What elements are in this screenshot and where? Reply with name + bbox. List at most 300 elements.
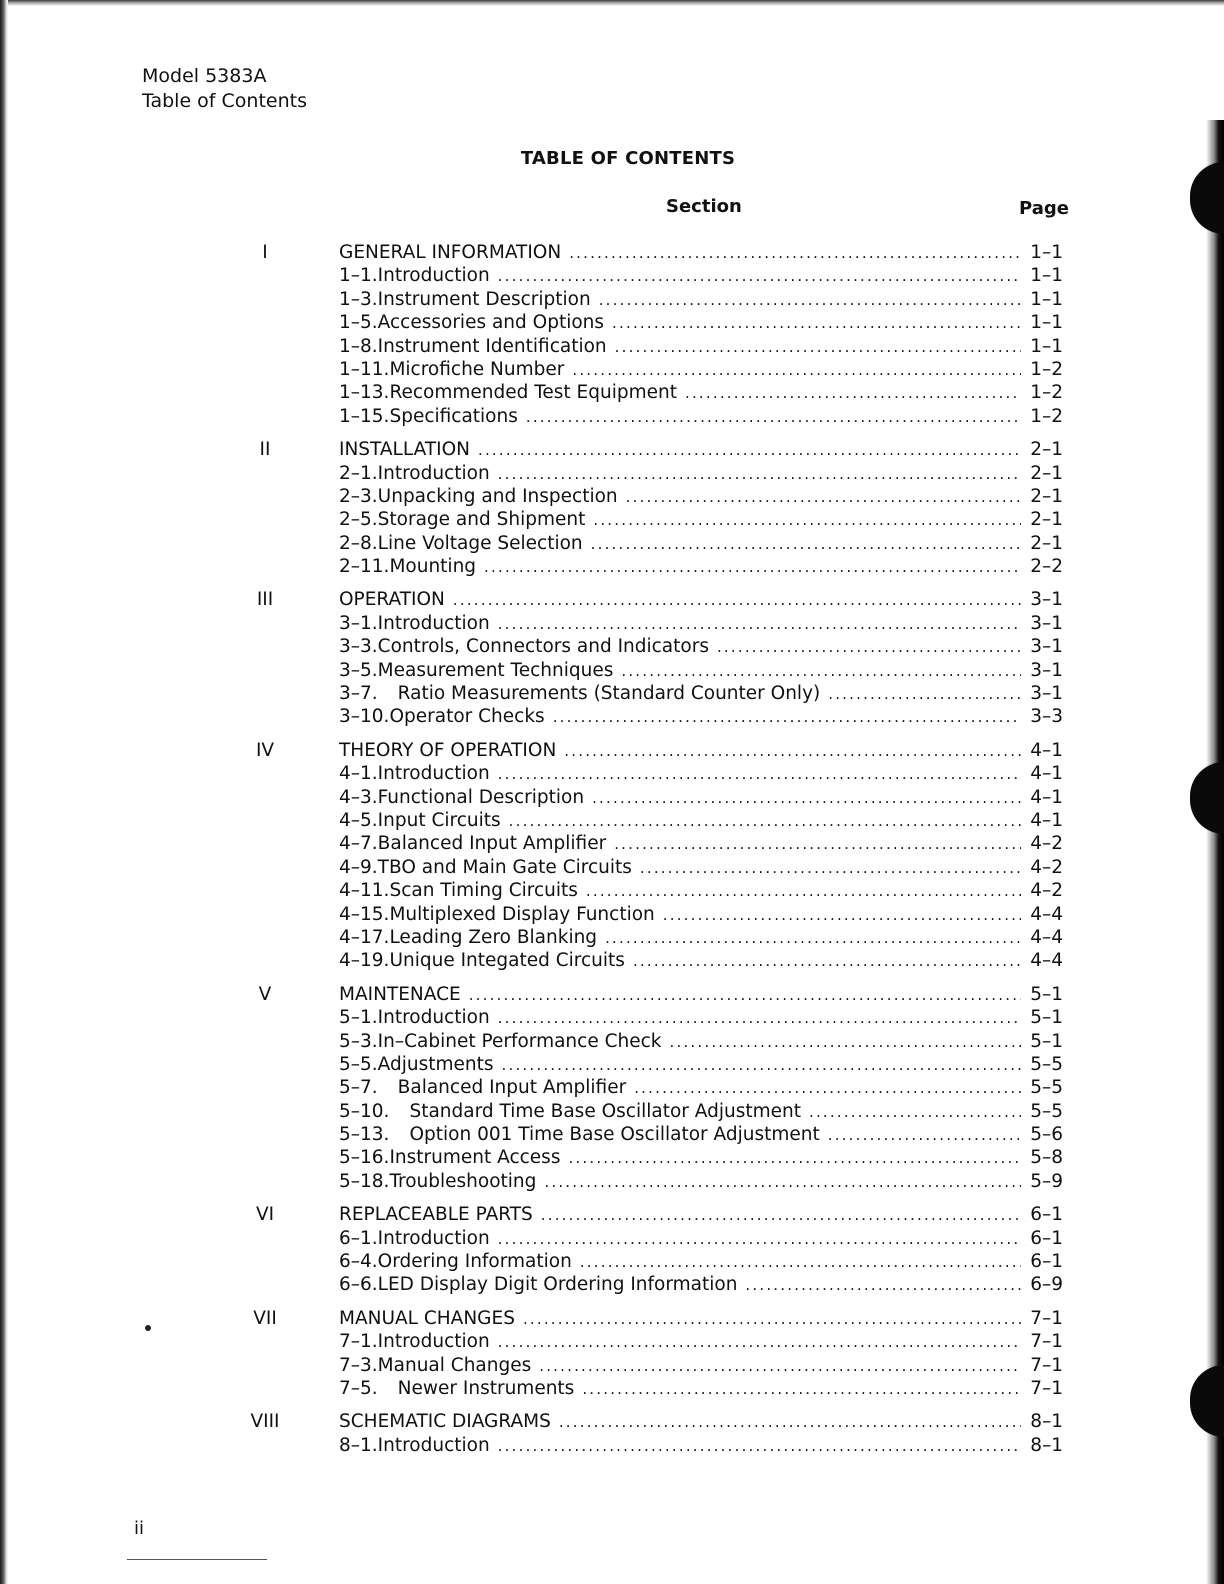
dot-leader (498, 1331, 1021, 1354)
entry-page: 5–9 (1030, 1170, 1063, 1192)
entry-title: Line Voltage Selection (377, 532, 583, 554)
entry-title: Ratio Measurements (Standard Counter Only) (397, 683, 821, 705)
toc-line (339, 485, 1063, 508)
entry-page: 3–1 (1030, 659, 1063, 681)
page-title: TABLE OF CONTENTS (520, 148, 736, 169)
dot-leader (593, 509, 1021, 532)
entry-page: 5–5 (1030, 1100, 1063, 1122)
entry-page: 4–2 (1030, 856, 1063, 878)
dot-leader (717, 636, 1021, 659)
toc-line (339, 241, 1063, 264)
toc-line (339, 879, 1063, 902)
entry-page: 5–6 (1030, 1124, 1063, 1146)
entry-number: 2–11. (339, 556, 390, 578)
dot-leader (453, 589, 1021, 612)
dot-leader (539, 1355, 1021, 1378)
dot-leader (591, 533, 1021, 556)
entry-page: 4–4 (1030, 926, 1063, 948)
section-numeral: III (256, 589, 274, 611)
toc-line (339, 1227, 1063, 1250)
toc-entry[interactable] (0, 1273, 1224, 1296)
toc-entry[interactable] (0, 288, 1224, 311)
toc-line (339, 438, 1063, 461)
dot-leader (592, 787, 1021, 810)
dot-leader (484, 556, 1021, 579)
entry-title: Mounting (389, 556, 477, 578)
entry-title: Balanced Input Amplifier (397, 1077, 627, 1099)
toc-entry[interactable] (0, 762, 1224, 785)
dot-leader (498, 763, 1021, 786)
dot-leader (541, 1204, 1021, 1227)
toc-entry[interactable] (0, 335, 1224, 358)
dot-leader (615, 336, 1021, 359)
toc-entry[interactable] (0, 1030, 1224, 1053)
toc-line (339, 705, 1063, 728)
entry-title: Scan Timing Circuits (389, 880, 578, 902)
dot-leader (828, 683, 1021, 706)
page-number: ii (134, 1518, 145, 1539)
entry-number: 4–17. (339, 926, 390, 948)
toc-entry[interactable] (0, 879, 1224, 902)
dot-leader (569, 242, 1021, 265)
dot-leader (523, 1308, 1021, 1331)
toc-line (339, 508, 1063, 531)
dot-leader (568, 1147, 1021, 1170)
entry-page: 4–2 (1030, 880, 1063, 902)
dot-leader (586, 880, 1021, 903)
toc-entry[interactable] (0, 311, 1224, 334)
section-title: GENERAL INFORMATION (339, 242, 562, 263)
dot-leader (498, 463, 1021, 486)
entry-page: 4–1 (1030, 763, 1063, 785)
dot-leader (614, 833, 1021, 856)
dot-leader (633, 950, 1021, 973)
section-page: 8–1 (1030, 1411, 1063, 1433)
entry-number: 1–13. (339, 382, 390, 404)
section-title: OPERATION (339, 589, 445, 611)
entry-page: 1–1 (1030, 335, 1063, 357)
toc-section-row[interactable] (0, 588, 1224, 611)
toc-line (339, 358, 1063, 381)
dot-leader (828, 1124, 1021, 1147)
entry-number: 6–6. (339, 1274, 378, 1296)
entry-page: 4–4 (1030, 950, 1063, 972)
toc-line (339, 1100, 1063, 1123)
toc-section-row[interactable] (0, 739, 1224, 762)
toc-section-row[interactable] (0, 438, 1224, 461)
toc-entry[interactable] (0, 1434, 1224, 1457)
entry-title: Specifications (389, 405, 518, 427)
entry-page: 3–3 (1030, 706, 1063, 728)
toc-line (339, 381, 1063, 404)
section-page: 2–1 (1030, 439, 1063, 461)
toc-entry[interactable] (0, 1377, 1224, 1400)
dot-leader (498, 265, 1021, 288)
entry-number: 5–10. (339, 1100, 390, 1122)
section-numeral: VII (253, 1307, 277, 1329)
toc-entry[interactable] (0, 1123, 1224, 1146)
toc-line (339, 1250, 1063, 1273)
toc-entry[interactable] (0, 555, 1224, 578)
dot-leader (809, 1101, 1021, 1124)
entry-title: Instrument Description (377, 288, 591, 310)
entry-page: 2–1 (1030, 462, 1063, 484)
dot-leader (612, 312, 1021, 335)
entry-number: 7–5. (339, 1377, 378, 1399)
toc-entry[interactable] (0, 462, 1224, 485)
dot-leader (685, 382, 1021, 405)
entry-page: 1–2 (1030, 358, 1063, 380)
entry-title: Storage and Shipment (377, 509, 586, 531)
toc-line (339, 983, 1063, 1006)
toc-line (339, 1377, 1063, 1400)
entry-title: Adjustments (377, 1053, 494, 1075)
toc-line (339, 288, 1063, 311)
entry-title: Accessories and Options (377, 312, 605, 334)
toc-line (339, 832, 1063, 855)
entry-number: 5–3. (339, 1030, 378, 1052)
toc-line (339, 264, 1063, 287)
toc-entry[interactable] (0, 1100, 1224, 1123)
entry-title: Recommended Test Equipment (389, 382, 677, 404)
entry-number: 2–8. (339, 532, 378, 554)
entry-number: 2–5. (339, 509, 378, 531)
entry-page: 4–2 (1030, 833, 1063, 855)
entry-number: 5–5. (339, 1053, 378, 1075)
entry-title: In–Cabinet Performance Check (377, 1030, 662, 1052)
entry-title: Introduction (377, 1007, 490, 1029)
entry-title: Functional Description (377, 786, 585, 808)
toc-line (339, 462, 1063, 485)
toc-line (339, 1146, 1063, 1169)
entry-title: Operator Checks (389, 706, 545, 728)
entry-page: 6–1 (1030, 1251, 1063, 1273)
entry-title: Newer Instruments (397, 1377, 575, 1399)
section-title: MAINTENACE (339, 983, 461, 1005)
toc-entry[interactable] (0, 532, 1224, 555)
entry-number: 4–9. (339, 856, 378, 878)
toc-list (0, 241, 1224, 1467)
toc-line (339, 311, 1063, 334)
model-label: Model 5383A (142, 65, 267, 87)
entry-page: 5–5 (1030, 1077, 1063, 1099)
running-header (142, 64, 307, 114)
toc-entry[interactable] (0, 786, 1224, 809)
entry-number: 1–8. (339, 335, 378, 357)
entry-number: 4–7. (339, 833, 378, 855)
entry-number: 4–1. (339, 763, 378, 785)
toc-line (339, 1410, 1063, 1433)
toc-entry[interactable] (0, 1076, 1224, 1099)
dot-leader (509, 810, 1021, 833)
toc-section (0, 739, 1224, 973)
section-page: 6–1 (1030, 1204, 1063, 1226)
entry-title: Ordering Information (377, 1251, 572, 1273)
toc-section (0, 1307, 1224, 1401)
toc-entry[interactable] (0, 682, 1224, 705)
entry-number: 3–7. (339, 683, 378, 705)
toc-line (339, 532, 1063, 555)
toc-line (339, 1354, 1063, 1377)
section-page: 3–1 (1030, 589, 1063, 611)
dot-leader (670, 1031, 1021, 1054)
toc-section-row[interactable] (0, 1307, 1224, 1330)
dot-leader (498, 613, 1021, 636)
toc-entry[interactable] (0, 659, 1224, 682)
entry-page: 1–1 (1030, 265, 1063, 287)
entry-title: Introduction (377, 1227, 490, 1249)
section-title: THEORY OF OPERATION (339, 739, 557, 761)
toc-entry[interactable] (0, 903, 1224, 926)
toc-entry[interactable] (0, 612, 1224, 635)
toc-line (339, 786, 1063, 809)
entry-title: Controls, Connectors and Indicators (377, 636, 709, 658)
toc-line (339, 1053, 1063, 1076)
entry-page: 5–5 (1030, 1053, 1063, 1075)
entry-title: Option 001 Time Base Oscillator Adjustment (409, 1124, 820, 1146)
entry-page: 6–1 (1030, 1227, 1063, 1249)
entry-page: 6–9 (1030, 1274, 1063, 1296)
entry-page: 4–4 (1030, 903, 1063, 925)
dot-leader (469, 984, 1021, 1007)
entry-title: LED Display Digit Ordering Information (377, 1274, 738, 1296)
toc-line (339, 1076, 1063, 1099)
toc-section (0, 588, 1224, 728)
entry-page: 2–2 (1030, 556, 1063, 578)
section-title: INSTALLATION (339, 439, 470, 461)
dot-leader (498, 1228, 1021, 1251)
section-page: 5–1 (1030, 983, 1063, 1005)
entry-page: 3–1 (1030, 683, 1063, 705)
dot-leader (564, 740, 1021, 763)
section-page: 7–1 (1030, 1307, 1063, 1329)
entry-number: 3–1. (339, 612, 378, 634)
entry-title: Introduction (377, 1434, 490, 1456)
entry-title: Unpacking and Inspection (377, 485, 618, 507)
entry-number: 2–3. (339, 485, 378, 507)
entry-number: 8–1. (339, 1434, 378, 1456)
dot-leader (553, 706, 1021, 729)
toc-line (339, 1203, 1063, 1226)
footer-rule (127, 1559, 267, 1560)
toc-line (339, 682, 1063, 705)
dot-leader (502, 1054, 1021, 1077)
entry-number: 7–3. (339, 1354, 378, 1376)
toc-entry[interactable] (0, 358, 1224, 381)
entry-title: Introduction (377, 265, 490, 287)
section-title: SCHEMATIC DIAGRAMS (339, 1411, 551, 1433)
entry-title: Introduction (377, 1331, 490, 1353)
entry-page: 4–1 (1030, 786, 1063, 808)
dot-leader (572, 359, 1021, 382)
dot-leader (498, 1435, 1021, 1458)
dot-leader (663, 904, 1021, 927)
toc-line (339, 856, 1063, 879)
toc-line (339, 635, 1063, 658)
entry-page: 2–1 (1030, 532, 1063, 554)
dot-leader (745, 1274, 1021, 1297)
entry-title: Introduction (377, 763, 490, 785)
entry-title: Manual Changes (377, 1354, 532, 1376)
entry-page: 5–1 (1030, 1007, 1063, 1029)
toc-section (0, 1410, 1224, 1457)
toc-line (339, 588, 1063, 611)
entry-number: 1–15. (339, 405, 390, 427)
entry-number: 7–1. (339, 1331, 378, 1353)
entry-page: 5–1 (1030, 1030, 1063, 1052)
dot-leader (544, 1171, 1021, 1194)
column-header-page: Page (1019, 198, 1069, 219)
entry-number: 4–11. (339, 880, 390, 902)
toc-section (0, 438, 1224, 578)
entry-number: 6–1. (339, 1227, 378, 1249)
section-title: MANUAL CHANGES (339, 1307, 515, 1329)
section-page: 1–1 (1030, 242, 1063, 263)
toc-line (339, 1030, 1063, 1053)
entry-title: Instrument Identification (377, 335, 607, 357)
entry-number: 4–5. (339, 809, 378, 831)
entry-number: 1–11. (339, 358, 390, 380)
toc-section (0, 983, 1224, 1194)
entry-title: Measurement Techniques (377, 659, 614, 681)
entry-page: 7–1 (1030, 1377, 1063, 1399)
toc-entry[interactable] (0, 949, 1224, 972)
entry-page: 3–1 (1030, 612, 1063, 634)
section-numeral: II (259, 439, 271, 461)
toc-entry[interactable] (0, 1170, 1224, 1193)
toc-line (339, 1434, 1063, 1457)
dot-leader (621, 660, 1021, 683)
toc-line (339, 405, 1063, 428)
entry-title: Standard Time Base Oscillator Adjustment (409, 1100, 801, 1122)
section-page: 4–1 (1030, 739, 1063, 761)
toc-entry[interactable] (0, 381, 1224, 404)
toc-entry[interactable] (0, 405, 1224, 428)
dot-leader (559, 1411, 1021, 1434)
entry-page: 3–1 (1030, 636, 1063, 658)
toc-entry[interactable] (0, 1006, 1224, 1029)
entry-number: 5–7. (339, 1077, 378, 1099)
binder-hole-icon (1190, 162, 1224, 234)
entry-number: 2–1. (339, 462, 378, 484)
entry-page: 1–2 (1030, 382, 1063, 404)
scan-edge-top (0, 0, 1224, 6)
toc-section (0, 1203, 1224, 1297)
entry-title: Introduction (377, 612, 490, 634)
dot-leader (640, 857, 1021, 880)
toc-entry[interactable] (0, 705, 1224, 728)
toc-entry[interactable] (0, 264, 1224, 287)
entry-number: 5–16. (339, 1147, 390, 1169)
entry-title: Input Circuits (377, 809, 501, 831)
toc-line (339, 659, 1063, 682)
toc-entry[interactable] (0, 926, 1224, 949)
dot-leader (526, 406, 1021, 429)
dot-leader (478, 439, 1021, 462)
entry-number: 4–19. (339, 950, 390, 972)
toc-entry[interactable] (0, 485, 1224, 508)
toc-entry[interactable] (0, 1146, 1224, 1169)
toc-line (339, 903, 1063, 926)
toc-entry[interactable] (0, 635, 1224, 658)
entry-title: Balanced Input Amplifier (377, 833, 607, 855)
entry-number: 1–5. (339, 312, 378, 334)
toc-entry[interactable] (0, 1053, 1224, 1076)
header-subtitle: Table of Contents (142, 90, 307, 112)
toc-entry[interactable] (0, 1330, 1224, 1353)
toc-line (339, 809, 1063, 832)
toc-line (339, 739, 1063, 762)
dot-leader (634, 1077, 1021, 1100)
toc-entry[interactable] (0, 508, 1224, 531)
dot-leader (626, 486, 1021, 509)
toc-section (0, 241, 1224, 428)
dot-leader (498, 1007, 1021, 1030)
entry-title: TBO and Main Gate Circuits (377, 856, 632, 878)
entry-page: 1–2 (1030, 405, 1063, 427)
entry-title: Unique Integated Circuits (389, 950, 625, 972)
toc-line (339, 555, 1063, 578)
toc-line (339, 335, 1063, 358)
dot-leader (605, 927, 1021, 950)
entry-number: 3–10. (339, 706, 390, 728)
toc-line (339, 612, 1063, 635)
section-numeral: VIII (250, 1411, 280, 1433)
section-numeral: IV (255, 739, 275, 761)
toc-entry[interactable] (0, 809, 1224, 832)
entry-title: Instrument Access (389, 1147, 561, 1169)
entry-page: 7–1 (1030, 1354, 1063, 1376)
toc-line (339, 1307, 1063, 1330)
entry-title: Introduction (377, 462, 490, 484)
toc-line (339, 762, 1063, 785)
entry-title: Multiplexed Display Function (389, 903, 655, 925)
section-numeral: VI (255, 1204, 275, 1226)
toc-entry[interactable] (0, 856, 1224, 879)
toc-line (339, 1273, 1063, 1296)
toc-line (339, 1123, 1063, 1146)
entry-number: 5–18. (339, 1170, 390, 1192)
entry-page: 5–8 (1030, 1147, 1063, 1169)
entry-title: Microfiche Number (389, 358, 565, 380)
entry-title: Troubleshooting (389, 1170, 537, 1192)
entry-page: 8–1 (1030, 1434, 1063, 1456)
toc-section-row[interactable] (0, 1203, 1224, 1226)
toc-line (339, 949, 1063, 972)
toc-entry[interactable] (0, 832, 1224, 855)
entry-number: 1–1. (339, 265, 378, 287)
toc-entry[interactable] (0, 1250, 1224, 1273)
entry-number: 4–15. (339, 903, 390, 925)
toc-section-row[interactable] (0, 983, 1224, 1006)
entry-page: 2–1 (1030, 509, 1063, 531)
toc-line (339, 926, 1063, 949)
entry-page: 7–1 (1030, 1331, 1063, 1353)
entry-page: 1–1 (1030, 312, 1063, 334)
entry-number: 5–13. (339, 1124, 390, 1146)
toc-entry[interactable] (0, 1354, 1224, 1377)
dot-leader (582, 1378, 1021, 1401)
entry-number: 3–3. (339, 636, 378, 658)
toc-section-row[interactable] (0, 1410, 1224, 1433)
entry-page: 1–1 (1030, 288, 1063, 310)
toc-entry[interactable] (0, 1227, 1224, 1250)
toc-section-row[interactable] (0, 241, 1224, 264)
toc-line (339, 1006, 1063, 1029)
toc-line (339, 1170, 1063, 1193)
entry-page: 2–1 (1030, 485, 1063, 507)
column-header-section: Section (666, 196, 742, 217)
